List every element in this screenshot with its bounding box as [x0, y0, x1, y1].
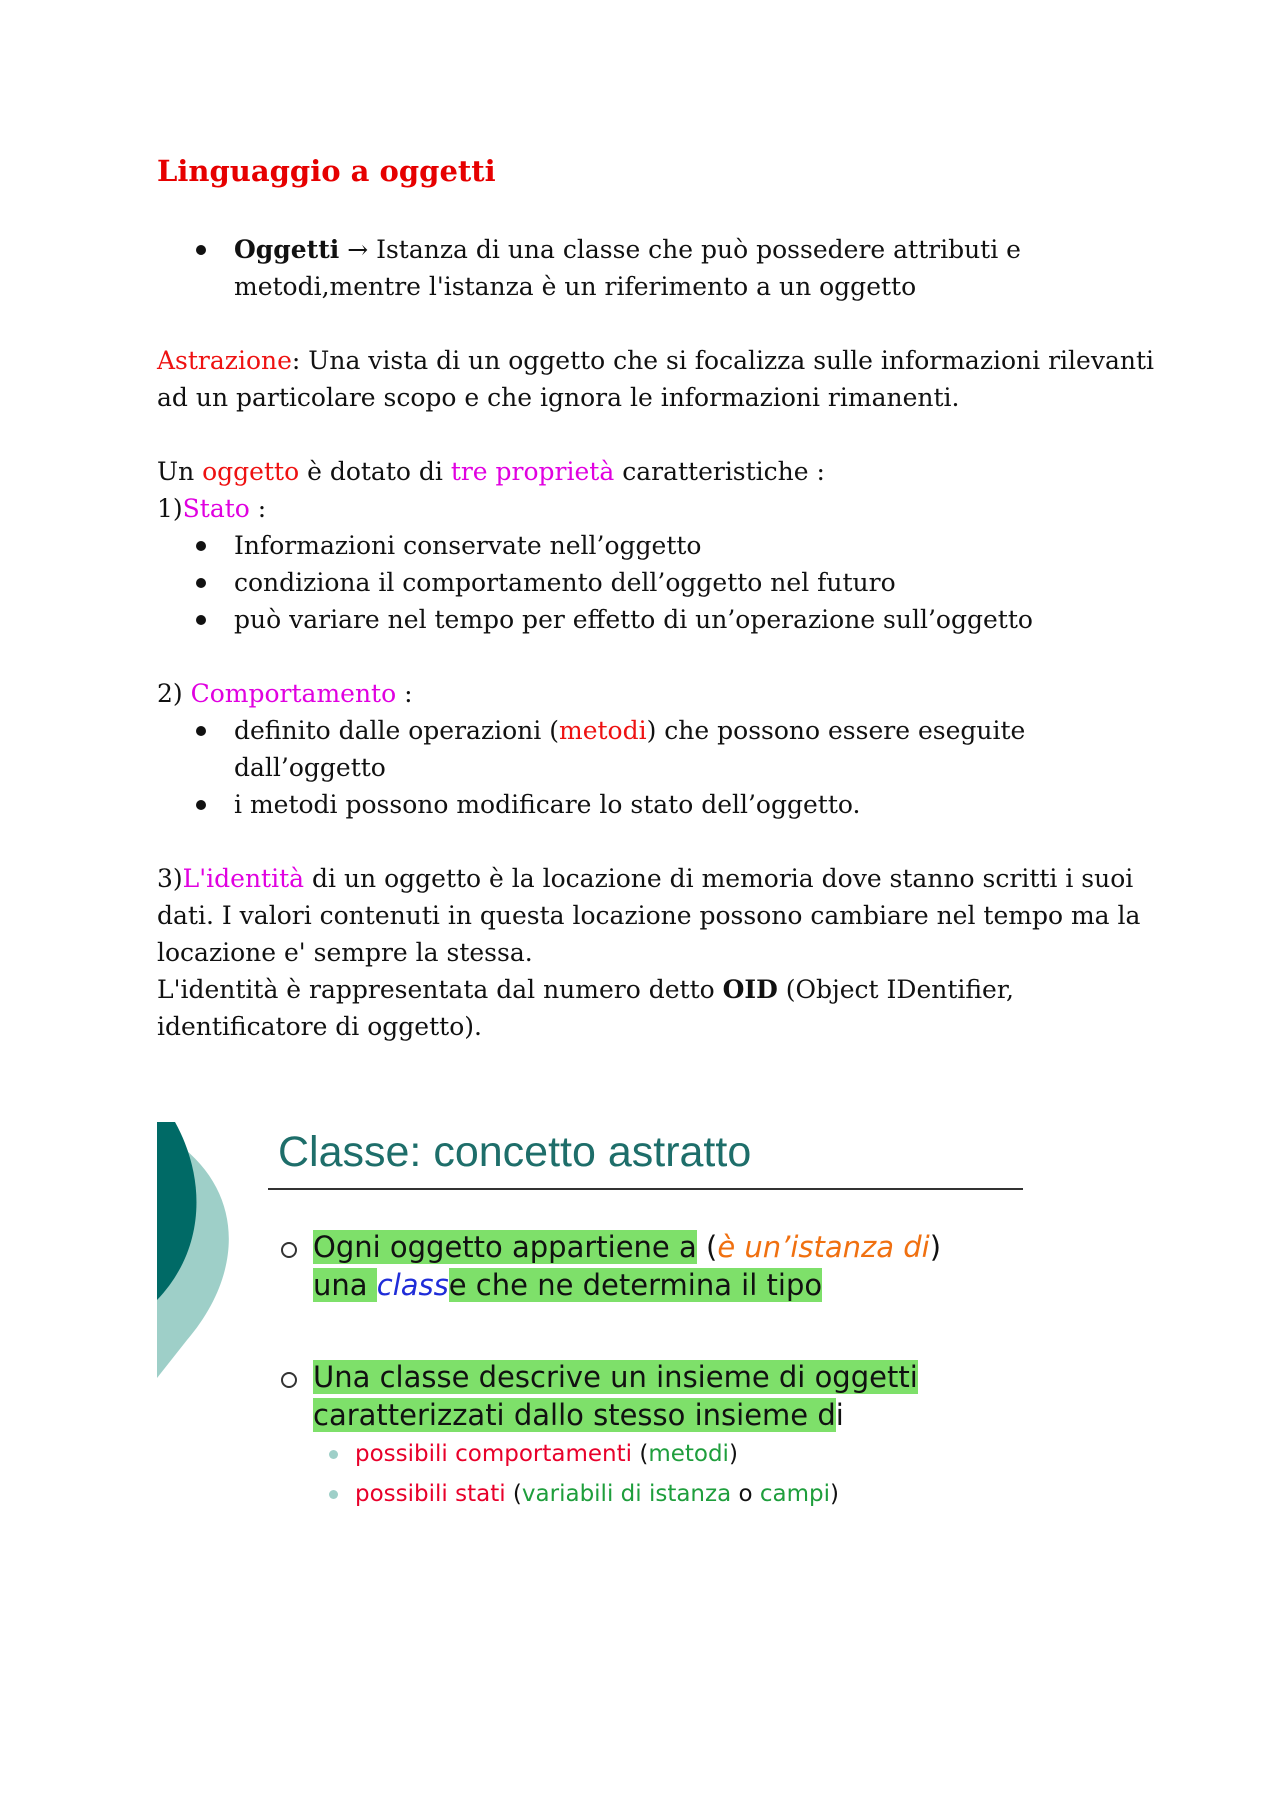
identita-line-2: dati. I valori contenuti in questa locazione possono cambiare nel tempo ma la [157, 901, 1141, 930]
identita-num: 3) [157, 864, 183, 893]
slide-sub-item [355, 1438, 738, 1470]
class-term: class [376, 1268, 449, 1302]
text-segment: possibili comportamenti [355, 1441, 633, 1467]
metodi-term: metodi [558, 716, 647, 745]
stato-item: può variare nel tempo per effetto di un’operazione sull’oggetto [234, 605, 1033, 634]
comportamento-item-cont: dall’oggetto [234, 753, 386, 782]
slide-title: Classe: concetto astratto [278, 1128, 752, 1176]
slide-decoration [157, 1120, 257, 1380]
comportamento-heading [157, 675, 413, 712]
astrazione-line-2: ad un particolare scopo e che ignora le informazioni rimanenti. [157, 383, 960, 412]
sub-bullet-icon [329, 1490, 338, 1499]
oggetto-term: oggetto [202, 457, 300, 486]
text-segment: definito dalle operazioni ( [234, 716, 559, 745]
text-segment: ( [505, 1481, 522, 1507]
stato-item: condiziona il comportamento dell’oggetto nel futuro [234, 568, 896, 597]
embedded-slide [157, 1120, 1037, 1540]
text-segment: i [835, 1398, 844, 1432]
slide-sub-item [355, 1478, 839, 1510]
astrazione-term: Astrazione [157, 346, 292, 375]
bullet-dot [196, 245, 206, 255]
text-segment: caratteristiche : [614, 457, 825, 486]
stato-num: 1) [157, 494, 183, 523]
text-segment: campi [759, 1481, 831, 1507]
text-segment: metodi [648, 1441, 729, 1467]
circle-bullet-icon [281, 1372, 297, 1388]
slide-p2-line-2 [313, 1396, 844, 1434]
text-segment: ) [728, 1441, 738, 1467]
text-segment: di un oggetto è la locazione di memoria dove stanno scritti i suoi [304, 864, 1134, 893]
oggetti-term: Oggetti [234, 235, 340, 264]
comportamento-term: Comportamento [190, 679, 397, 708]
text-segment: ) che possono essere eseguite [646, 716, 1026, 745]
bullet-dot [196, 541, 206, 551]
stato-heading [157, 490, 266, 527]
comportamento-item [234, 712, 1025, 749]
text-segment: : [249, 494, 267, 523]
oggetti-def: Istanza di una classe che può possedere attributi e [368, 235, 1021, 264]
astrazione-def: : Una vista di un oggetto che si focalizza sulle informazioni rilevanti [291, 346, 1154, 375]
arrow-icon: → [347, 235, 369, 264]
stato-term: Stato [182, 494, 250, 523]
identita-line-4 [157, 971, 1014, 1008]
identita-line-5: identificatore di oggetto). [157, 1012, 482, 1041]
slide-divider [268, 1188, 1023, 1190]
page-title: Linguaggio a oggetti [157, 154, 496, 188]
oid-term: OID [722, 975, 778, 1004]
bullet-dot [196, 578, 206, 588]
tre-proprieta-term: tre proprietà [450, 457, 615, 486]
identita-line-1 [157, 860, 1133, 897]
identita-term: L'identità [182, 864, 305, 893]
astrazione-line-1 [157, 342, 1154, 379]
text-segment: Un [157, 457, 203, 486]
comportamento-item: i metodi possono modificare lo stato dell’oggetto. [234, 790, 861, 819]
text-segment: ) [929, 1230, 942, 1264]
text-segment: ( [632, 1441, 649, 1467]
comportamento-num: 2) [157, 679, 191, 708]
text-segment: è dotato di [299, 457, 451, 486]
text-segment: Una classe descrive un insieme di oggetti [313, 1360, 918, 1394]
text-segment: variabili di istanza [521, 1481, 732, 1507]
slide-p1-line-1 [313, 1228, 941, 1266]
stato-item: Informazioni conservate nell’oggetto [234, 531, 702, 560]
text-segment: Ogni oggetto appartiene a [313, 1230, 697, 1264]
text-segment: caratterizzati dallo stesso insieme d [313, 1398, 836, 1432]
istanza-term: è un’istanza di [717, 1230, 930, 1264]
circle-bullet-icon [281, 1242, 297, 1258]
bullet-dot [196, 800, 206, 810]
text-segment: possibili stati [355, 1481, 506, 1507]
oggetti-line-1 [234, 231, 1021, 268]
text-segment: o [731, 1481, 760, 1507]
text-segment: una [313, 1268, 377, 1302]
text-segment: : [396, 679, 413, 708]
bullet-dot [196, 615, 206, 625]
text-segment: ( [696, 1230, 718, 1264]
identita-line-3: locazione e' sempre la stessa. [157, 938, 533, 967]
text-segment: L'identità è rappresentata dal numero detto [157, 975, 723, 1004]
bullet-dot [196, 726, 206, 736]
oggetti-line-2: metodi,mentre l'istanza è un riferimento a un oggetto [234, 272, 917, 301]
text-segment: (Object IDentifier, [777, 975, 1014, 1004]
text-segment: ) [830, 1481, 840, 1507]
text-segment: e che ne determina il tipo [448, 1268, 823, 1302]
slide-p2-line-1 [313, 1358, 918, 1396]
proprieta-intro [157, 453, 825, 490]
slide-p1-line-2 [313, 1266, 822, 1304]
sub-bullet-icon [329, 1450, 338, 1459]
